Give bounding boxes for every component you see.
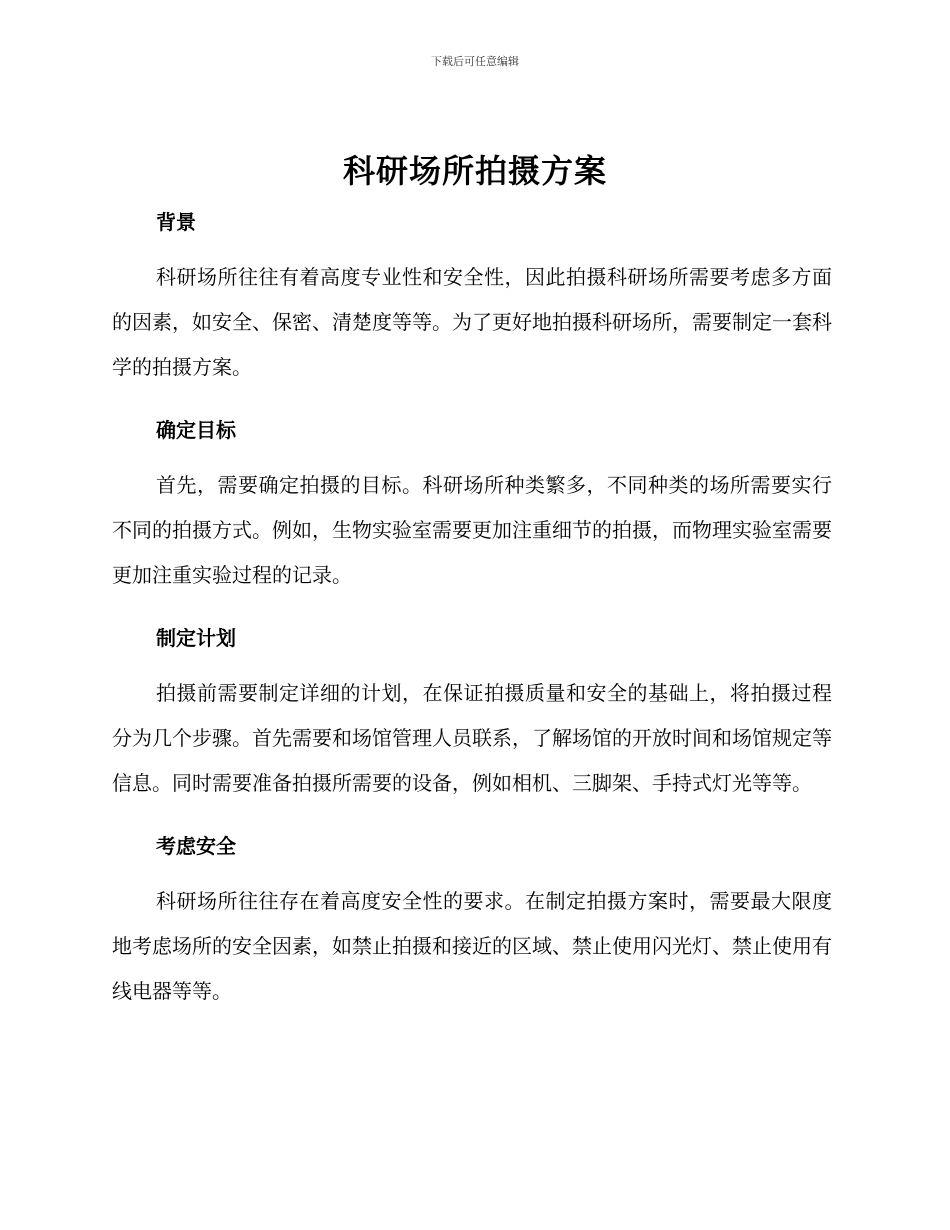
section-heading: 背景 (156, 210, 196, 234)
section-determine-goal (112, 410, 832, 598)
section-heading: 考虑安全 (156, 834, 236, 858)
section-make-plan (112, 618, 832, 806)
document-title: 科研场所拍摄方案 (342, 152, 607, 190)
document-body (112, 202, 832, 1034)
section-background (112, 202, 832, 390)
section-paragraph: 科研场所往往存在着高度安全性的要求。在制定拍摄方案时，需要最大限度地考虑场所的安全因素，如禁止拍摄和接近的区域、禁止使用闪光灯、禁止使用有线电器等等。 (112, 889, 832, 1003)
section-paragraph: 首先，需要确定拍摄的目标。科研场所种类繁多，不同种类的场所需要实行不同的拍摄方式。例如，生物实验室需要更加注重细节的拍摄，而物理实验室需要更加注重实验过程的记录。 (112, 473, 832, 587)
page-header-note: 下载后可任意编辑 (431, 55, 519, 68)
section-heading: 确定目标 (156, 418, 236, 442)
section-paragraph: 拍摄前需要制定详细的计划，在保证拍摄质量和安全的基础上，将拍摄过程分为几个步骤。首先需要和场馆管理人员联系，了解场馆的开放时间和场馆规定等信息。同时需要准备拍摄所需要的设备，例如相机、三脚架、手持式灯光等等。 (112, 681, 832, 795)
section-heading: 制定计划 (156, 626, 236, 650)
section-consider-safety (112, 826, 832, 1014)
section-paragraph: 科研场所往往有着高度专业性和安全性，因此拍摄科研场所需要考虑多方面的因素，如安全、保密、清楚度等等。为了更好地拍摄科研场所，需要制定一套科学的拍摄方案。 (112, 265, 832, 379)
